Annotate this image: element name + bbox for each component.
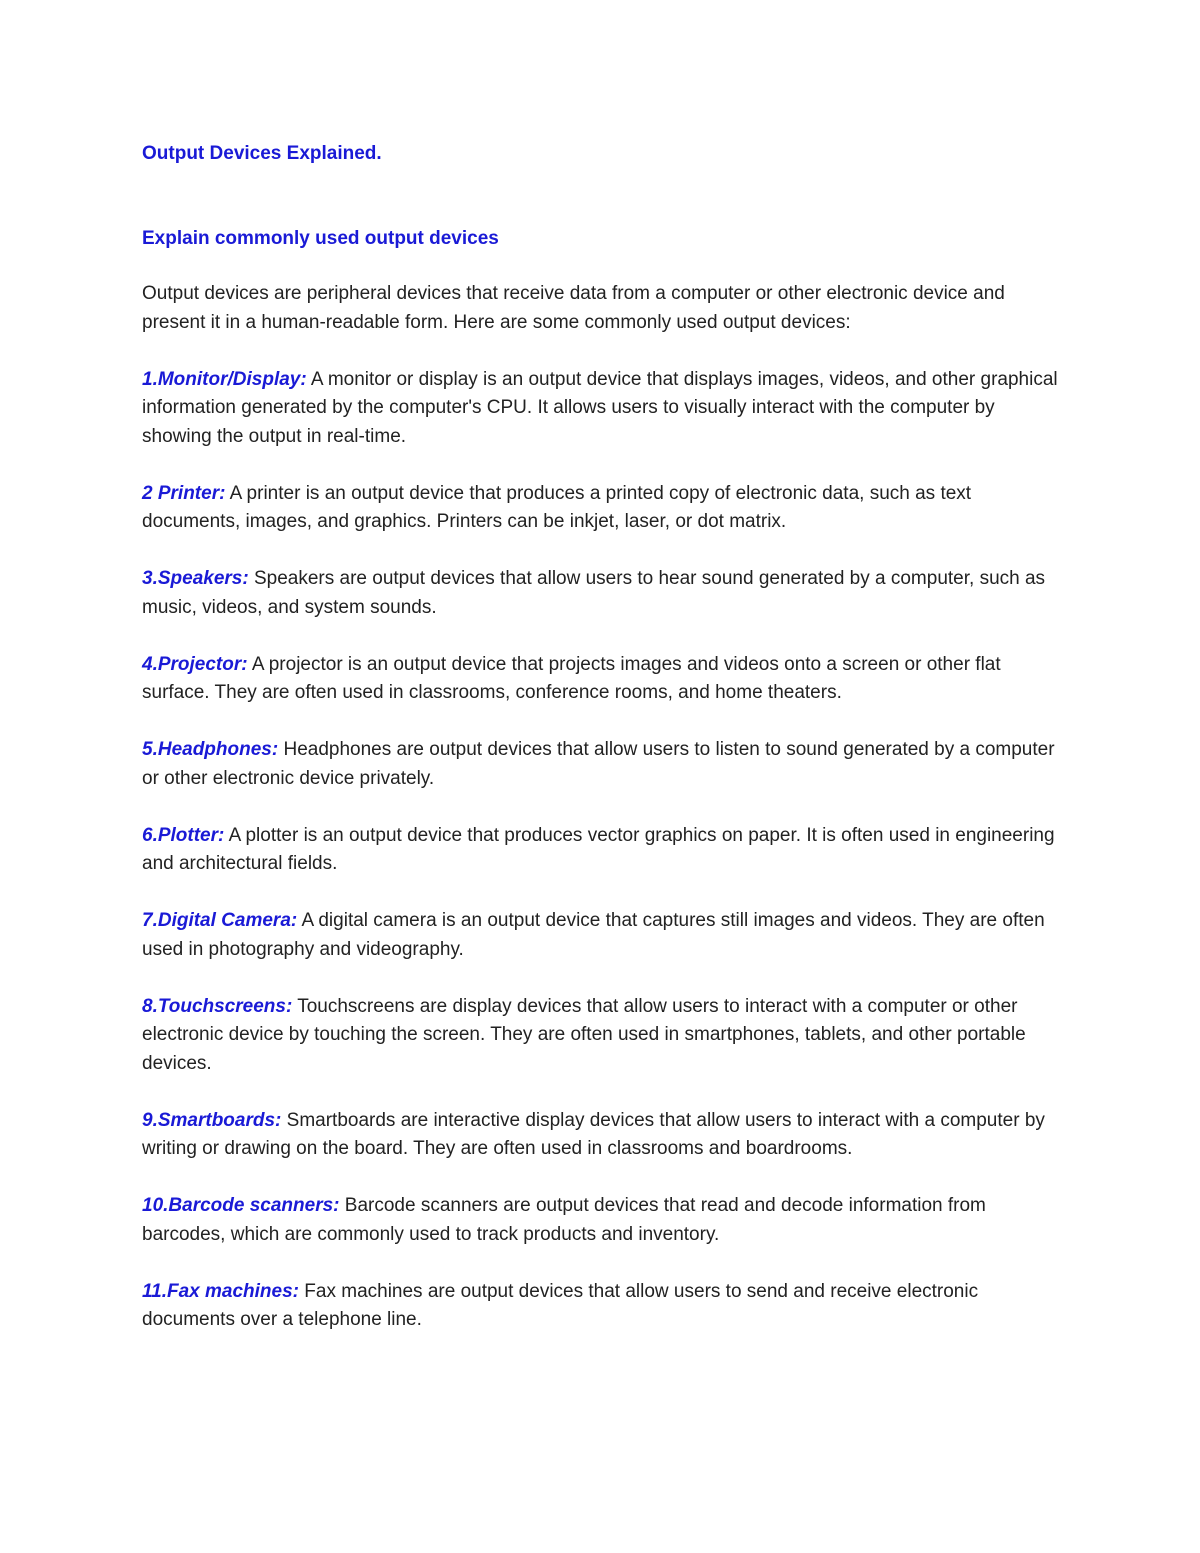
document-title: Output Devices Explained. — [142, 143, 382, 164]
item-description: A monitor or display is an output device that displays images, videos, and other graphical information generated by the computer's CPU. It allows users to visually interact with the computer by showing the output in real-time. — [142, 368, 1058, 447]
list-item — [142, 822, 1062, 879]
list-item — [142, 480, 1062, 537]
item-description: Fax machines are output devices that allow users to send and receive electronic documents over a telephone line. — [142, 1280, 979, 1330]
item-description: Touchscreens are display devices that allow users to interact with a computer or other electronic device by touching the screen. They are often used in smartphones, tablets, and other portable devices. — [142, 995, 1026, 1074]
item-description: Speakers are output devices that allow users to hear sound generated by a computer, such as music, videos, and system sounds. — [142, 568, 1046, 618]
item-term: 11.Fax machines: — [142, 1280, 300, 1302]
list-item — [142, 993, 1062, 1079]
item-term: 1.Monitor/Display: — [142, 368, 307, 390]
item-term: 6.Plotter: — [142, 824, 225, 846]
item-term: 10.Barcode scanners: — [142, 1195, 340, 1216]
item-description: A projector is an output device that projects images and videos onto a screen or other flat surface. They are often used in classrooms, conference rooms, and home theaters. — [142, 653, 1001, 703]
list-item — [142, 366, 1062, 452]
list-item — [142, 565, 1062, 622]
item-term: 3.Speakers: — [142, 568, 249, 589]
item-term: 2 Printer: — [142, 482, 226, 504]
item-term: 4.Projector: — [142, 653, 248, 675]
item-term: 7.Digital Camera: — [142, 910, 298, 931]
item-description: Headphones are output devices that allow users to listen to sound generated by a computer or other electronic device privately. — [142, 739, 1055, 789]
list-item — [142, 1192, 1062, 1249]
item-term: 8.Touchscreens: — [142, 995, 293, 1017]
list-item — [142, 651, 1062, 708]
list-item — [142, 1278, 1062, 1335]
item-description: Barcode scanners are output devices that read and decode information from barcodes, which are commonly used to track products and inventory. — [142, 1195, 986, 1245]
item-description: A plotter is an output device that produces vector graphics on paper. It is often used in engineering and architectural fields. — [142, 824, 1055, 874]
item-description: Smartboards are interactive display devices that allow users to interact with a computer by writing or drawing on the board. They are often used in classrooms and boardrooms. — [142, 1109, 1045, 1159]
item-description: A printer is an output device that produces a printed copy of electronic data, such as text documents, images, and graphics. Printers can be inkjet, laser, or dot matrix. — [142, 482, 972, 532]
list-item — [142, 907, 1062, 964]
list-item — [142, 1107, 1062, 1164]
item-term: 5.Headphones: — [142, 739, 279, 760]
item-description: A digital camera is an output device that captures still images and videos. They are often used in photography and videography. — [142, 910, 1045, 960]
list-item — [142, 736, 1062, 793]
intro-paragraph: Output devices are peripheral devices that receive data from a computer or other electronic device and present it in a human-readable form. Here are some commonly used output devices: — [142, 283, 1005, 333]
item-term: 9.Smartboards: — [142, 1109, 282, 1131]
document-page — [142, 138, 1062, 1335]
section-heading: Explain commonly used output devices — [142, 228, 499, 249]
